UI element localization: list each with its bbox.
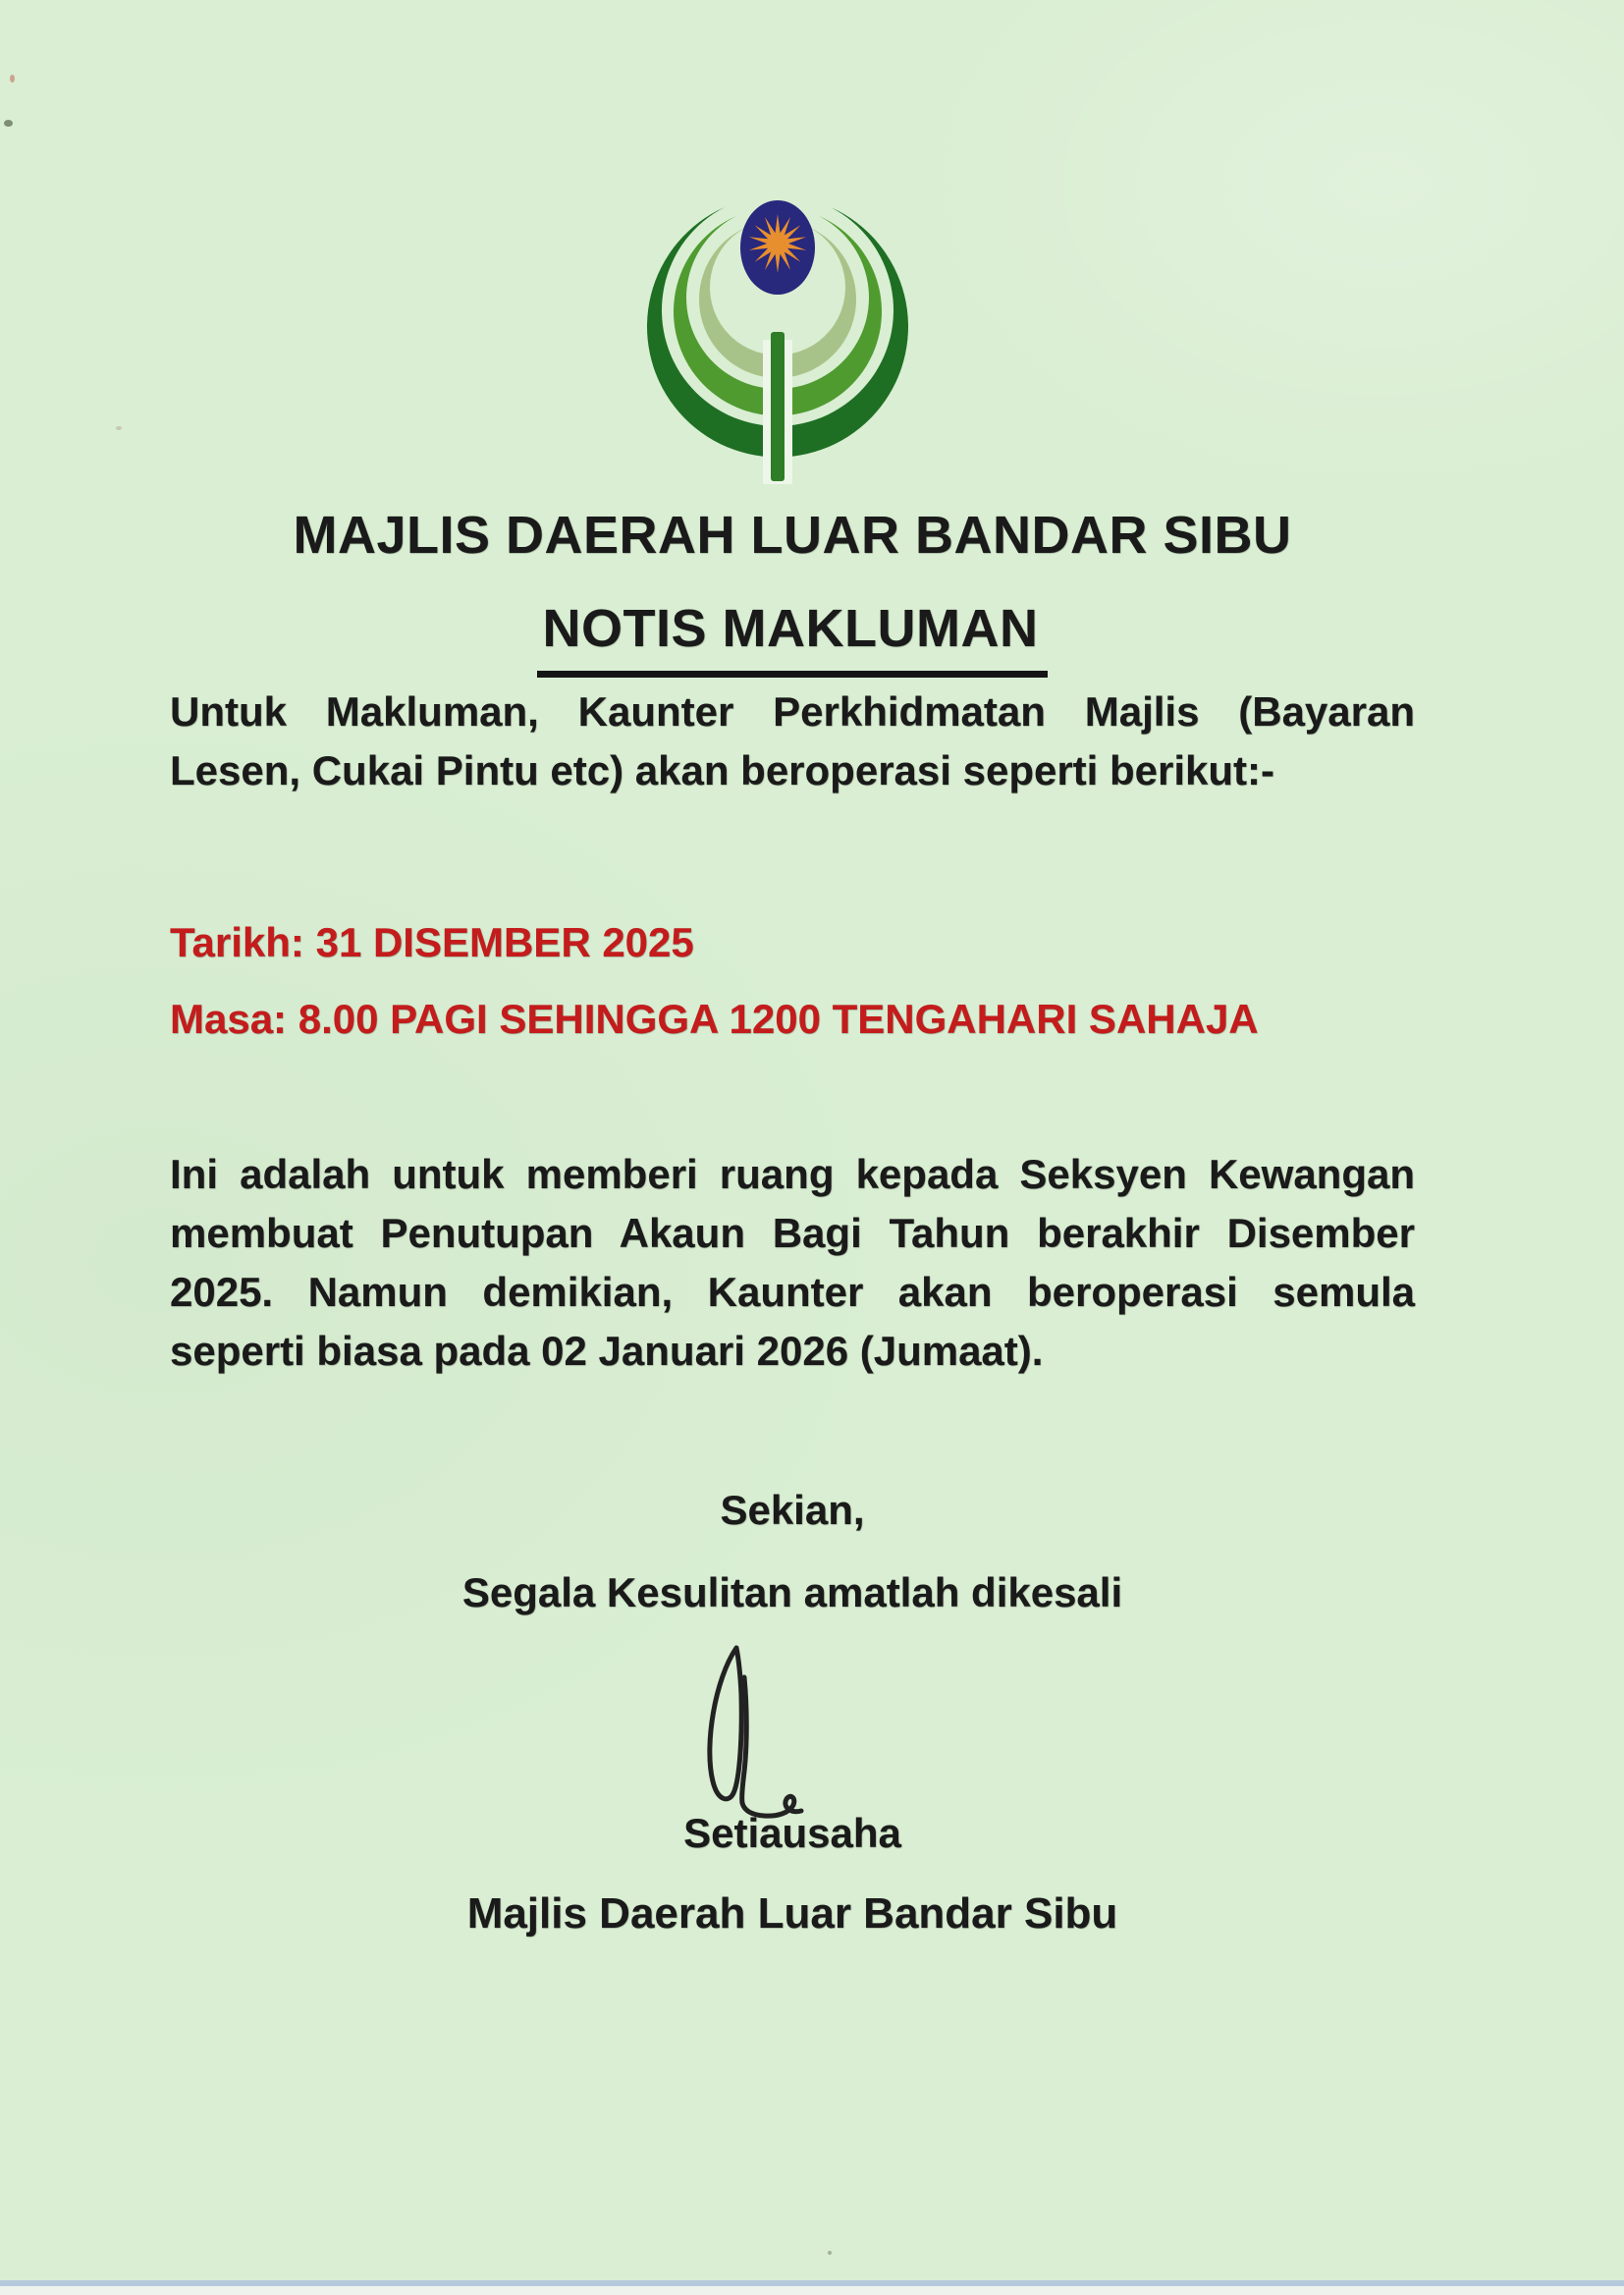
scan-speck	[4, 120, 13, 127]
signatory-organization: Majlis Daerah Luar Bandar Sibu	[466, 1889, 1118, 1938]
operation-date-line: Tarikh: 31 DISEMBER 2025	[170, 919, 694, 965]
body-line-2: membuat Penutupan Akaun Bagi Tahun berakhir Disember	[170, 1210, 1415, 1256]
intro-line-2: Lesen, Cukai Pintu etc) akan beroperasi seperti berikut:-	[170, 747, 1274, 793]
body-line-4: seperti biasa pada 02 Januari 2026 (Jumaat).	[170, 1328, 1044, 1374]
body-line-3: 2025. Namun demikian, Kaunter akan beroperasi semula	[170, 1269, 1415, 1315]
scan-speck	[10, 75, 15, 82]
intro-line-1: Untuk Makluman, Kaunter Perkhidmatan Majlis (Bayaran	[170, 688, 1415, 735]
body-line-1: Ini adalah untuk memberi ruang kepada Seksyen Kewangan	[170, 1151, 1415, 1197]
operation-time-line: Masa: 8.00 PAGI SEHINGGA 1200 TENGAHARI SAHAJA	[170, 996, 1259, 1042]
intro-paragraph	[170, 683, 1415, 800]
closing-apology: Segala Kesulitan amatlah dikesali	[461, 1569, 1123, 1615]
council-crest-logo	[643, 194, 918, 489]
crest-stem	[771, 332, 785, 481]
signature-loop	[710, 1648, 741, 1799]
notice-heading: NOTIS MAKLUMAN	[537, 594, 1049, 678]
signatory-title: Setiausaha	[683, 1810, 901, 1856]
scan-speck	[116, 426, 122, 430]
closing-sekian: Sekian,	[720, 1487, 865, 1533]
notice-heading-row	[170, 594, 1415, 678]
signature-scribble	[660, 1638, 832, 1830]
scan-edge-white	[0, 2286, 1624, 2295]
body-paragraph	[170, 1145, 1415, 1381]
scan-speck	[828, 2251, 832, 2255]
organization-title: MAJLIS DAERAH LUAR BANDAR SIBU	[293, 506, 1292, 565]
